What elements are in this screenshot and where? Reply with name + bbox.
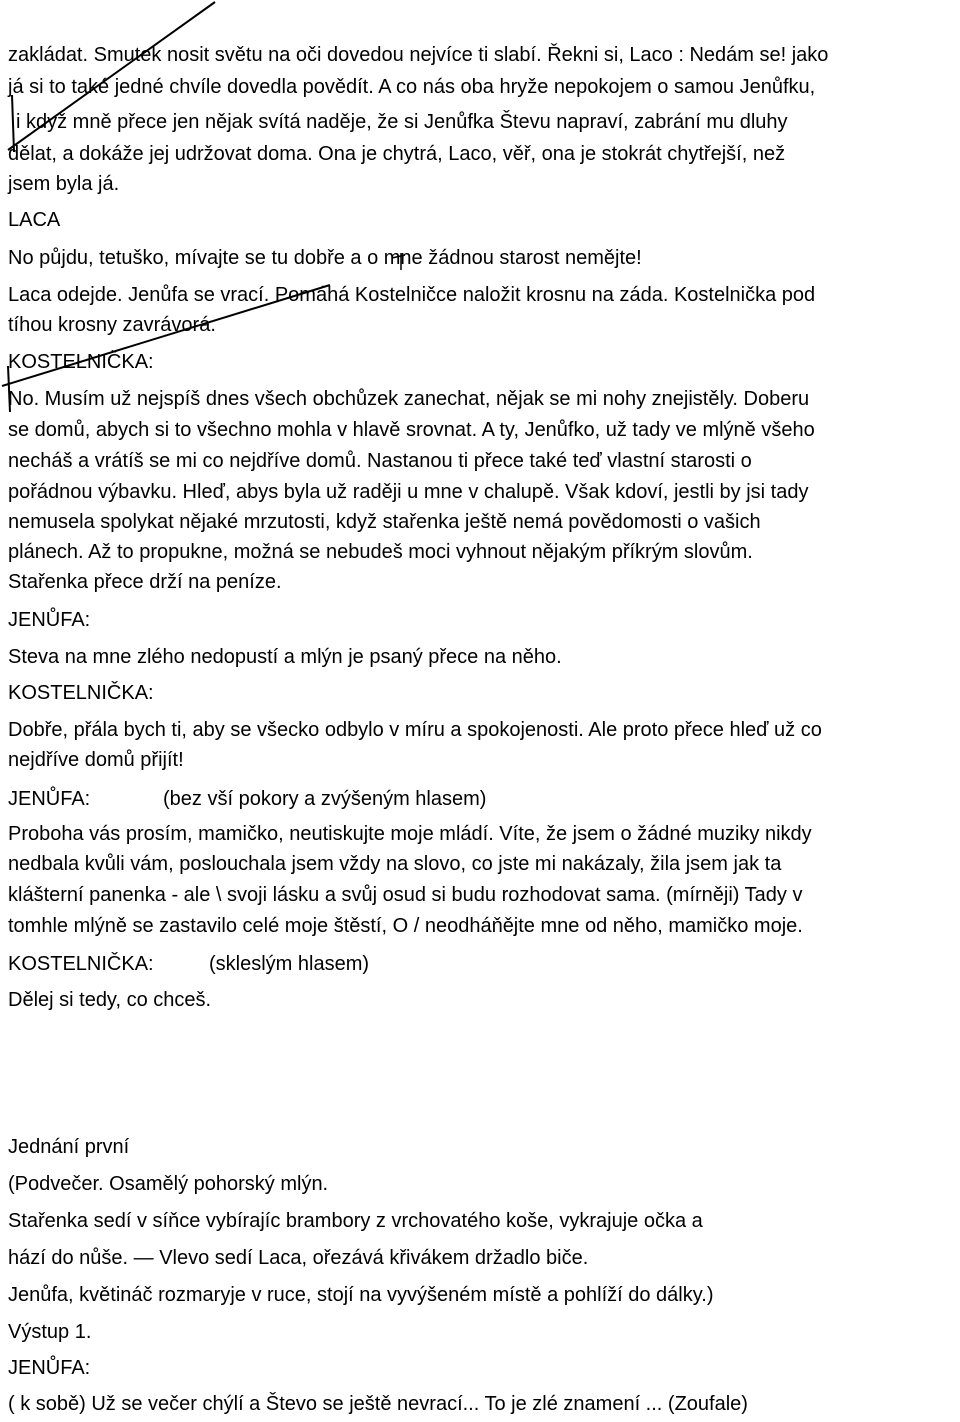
text-line: i když mně přece jen nějak svítá naděje, že si Jenůfka Števu napraví, zabrání mu dluhy [16,111,788,133]
text-line: Dělej si tedy, co chceš. [8,989,212,1011]
speaker-label: JENŮFA: [8,788,91,810]
text-line: zakládat. Smutek nosit světu na oči dovedou nejvíce ti slabí. Řekni si, Laco : Nedám se! jako [8,44,829,66]
text-line: Steva na mne zlého nedopustí a mlýn je psaný přece na něho. [8,646,562,668]
speaker-label: KOSTELNIČKA: [8,953,154,975]
stage-direction: Laca odejde. Jenůfa se vrací. Pomáhá Kostelničce naložit krosnu na záda. Kostelnička pod [8,284,816,306]
text-line: klášterní panenka - ale \ svoji lásku a svůj osud si budu rozhodovat sama. (mírněji) Tady v [8,884,803,906]
stage-direction: (skleslým hlasem) [209,953,370,975]
text-line: dělat, a dokáže jej udržovat doma. Ona je chytrá, Laco, věř, ona je stokrát chytřejší, než [8,143,786,165]
text-line: Dobře, přála bych ti, aby se všecko odbylo v míru a spokojenosti. Ale proto přece hleď už co [8,719,822,741]
text-line: nejdříve domů přijít! [8,749,184,771]
text-line: Proboha vás prosím, mamičko, neutiskujte moje mládí. Víte, že jsem o žádné muziky nikdy [8,823,812,845]
stage-direction: hází do nůše. — Vlevo sedí Laca, ořezává křivákem držadlo biče. [8,1247,589,1269]
speaker-label: JENŮFA: [8,1357,91,1379]
text-line: já si to také jedné chvíle dovedla povědít. A co nás oba hryže nepokojem o samou Jenůfku, [8,76,816,98]
stage-direction: tíhou krosny zavrávorá. [8,314,216,336]
speaker-label: JENŮFA: [8,609,91,631]
text-line: pořádnou výbavku. Hleď, abys byla už raději u mne v chalupě. Však kdoví, jestli by jsi tady [8,481,809,503]
speaker-label: LACA [8,209,61,231]
text-line: tomhle mlýně se zastavilo celé moje štěstí, O / neodháňějte mne od něho, mamičko moje. [8,915,803,937]
stage-direction: (Podvečer. Osamělý pohorský mlýn. [8,1173,329,1195]
stage-direction: Stařenka sedí v síňce vybírajíc brambory z vrchovatého koše, vykrajuje očka a [8,1210,703,1232]
text-line: Stařenka přece drží na peníze. [8,571,282,593]
text-line: ( k sobě) Už se večer chýlí a Števo se ještě nevrací... To je zlé znamení ... (Zoufale) [8,1393,748,1415]
text-line: nedbala kvůli vám, poslouchala jsem vždy na slovo, co jste mi nakázaly, žila jsem jak ta [8,853,782,875]
text-line: No. Musím už nejspíš dnes všech obchůzek zanechat, nějak se mi nohy znejistěly. Doberu [8,388,810,410]
text-line: se domů, abych si to všechno mohla v hlavě srovnat. A ty, Jenůfko, už tady ve mlýně všeho [8,419,815,441]
text-line: No půjdu, tetuško, mívajte se tu dobře a o mne žádnou starost nemějte! [8,247,642,269]
text-line: jsem byla já. [8,173,120,195]
text-line: nemusela spolykat nějaké mrzutosti, když stařenka ještě nemá povědomosti o vašich [8,511,761,533]
text-line: necháš a vrátíš se mi co nejdříve domů. Nastanou ti přece také teď vlastní starosti o [8,450,752,472]
text-line: plánech. Až to propukne, možná se nebudeš moci vyhnout nějakým příkrým slovům. [8,541,753,563]
stage-direction: (bez vší pokory a zvýšeným hlasem) [163,788,487,810]
speaker-label: KOSTELNIČKA: [8,351,154,373]
speaker-label: KOSTELNIČKA: [8,682,154,704]
stage-direction: Jenůfa, květináč rozmaryje v ruce, stojí na vyvýšeném místě a pohlíží do dálky.) [8,1284,714,1306]
section-heading: Jednání první [8,1136,130,1158]
scene-heading: Výstup 1. [8,1321,92,1343]
